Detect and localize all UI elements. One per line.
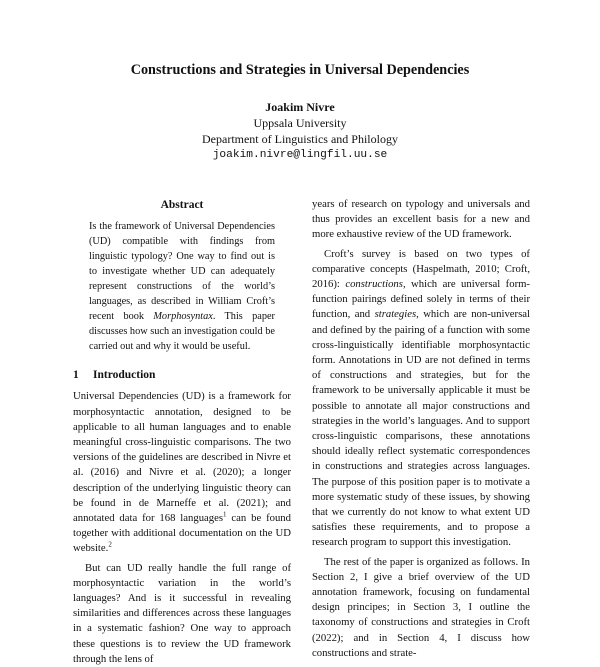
left-column [73,198,291,667]
right-p2-mid: , which are universal form-function pairings defined solely in terms of their function, and [312,278,530,321]
right-paragraph-1: years of research on typology and universals and thus provides an excellent basis for a new and more exhaustive review of the UD framework. [312,198,530,241]
footnote-marker-1: 1 [223,510,227,519]
abstract-text-part2: . This paper discusses how such an investigation could be carried out and why it would be useful. [89,311,275,353]
intro-paragraph-2: But can UD really handle the full range of morphosyntactic variation in the world’s languages? And is it successful in revealing similarities and differences across these languages in a systematic fashion? One way to approach these questions is to review the UD framework through the lens of [73,561,291,665]
intro-p1-part2: can be found together with additional documentation on the UD website. [73,512,291,555]
right-paragraph-2 [312,247,530,551]
section-title: Introduction [93,369,156,382]
intro-paragraph-1 [73,389,291,556]
author-name: Joakim Nivre [265,100,335,114]
book-title: Morphosyntax [153,311,213,323]
abstract-heading: Abstract [160,199,204,211]
department: Department of Linguistics and Philology [202,132,398,146]
intro-p1-part1: Universal Dependencies (UD) is a framework for morphosyntactic annotation, designed to be applicable to all human languages and to enable meaningful cross-linguistic comparisons. The two versions of the guidelines are described in Nivre et al. (2016) and Nivre et al. (2020); a longer description of the underlying linguistic theory can be found in de Marneffe et al. (2021); and annotated data for 168 languages [73,390,291,525]
footnote-marker-2: 2 [108,540,112,549]
term-constructions: constructions [345,278,403,291]
abstract-text-part1: Is the framework of Universal Dependencies (UD) compatible with findings from linguistic typology? One way to find out is to investigate whether UD can adequately represent constructions of the world’s languages, as described in William Croft’s recent book [89,221,275,323]
section-heading-introduction [73,368,291,383]
paper-title: Constructions and Strategies in Universal Dependencies [130,62,470,78]
right-column [312,197,530,661]
right-p2-rest: , which are non-universal and defined by the pairing of a function with some cross-linguistically identifiable morphosyntactic form. Annotations in UD are not defined in terms of constructions and strategies, but for the framework to be universally applicable it must be possible to annotate all major constructions and strategies in the world’s languages. And to support cross-linguistic comparisons, these annotations should ideally reflect systematic correspondences in constructions and strategies across languages. The purpose of this position paper is to motivate a more systematic study of these issues, by showing that we currently do not know to what extent UD satisfies these requirements, and to propose a research program to support this investigation. [312,308,530,549]
author-email: joakim.nivre@lingfil.uu.se [212,149,388,161]
author-block [0,99,600,163]
abstract-body [89,219,275,354]
section-number: 1 [73,369,79,382]
affiliation: Uppsala University [253,116,347,130]
right-paragraph-3: The rest of the paper is organized as follows. In Section 2, I give a brief overview of the UD annotation framework, focusing on fundamental design principes; in Section 3, I outline the taxonomy of constructions and strategies in Croft (2022); and in Section 4, I discuss how constructions and strate- [312,555,530,659]
term-strategies: strategies [374,308,417,321]
right-p2-intro: Croft’s survey is based on two types of comparative concepts (Haspelmath, 2010; Croft, 2016): [312,247,530,291]
abstract-text [89,219,275,354]
